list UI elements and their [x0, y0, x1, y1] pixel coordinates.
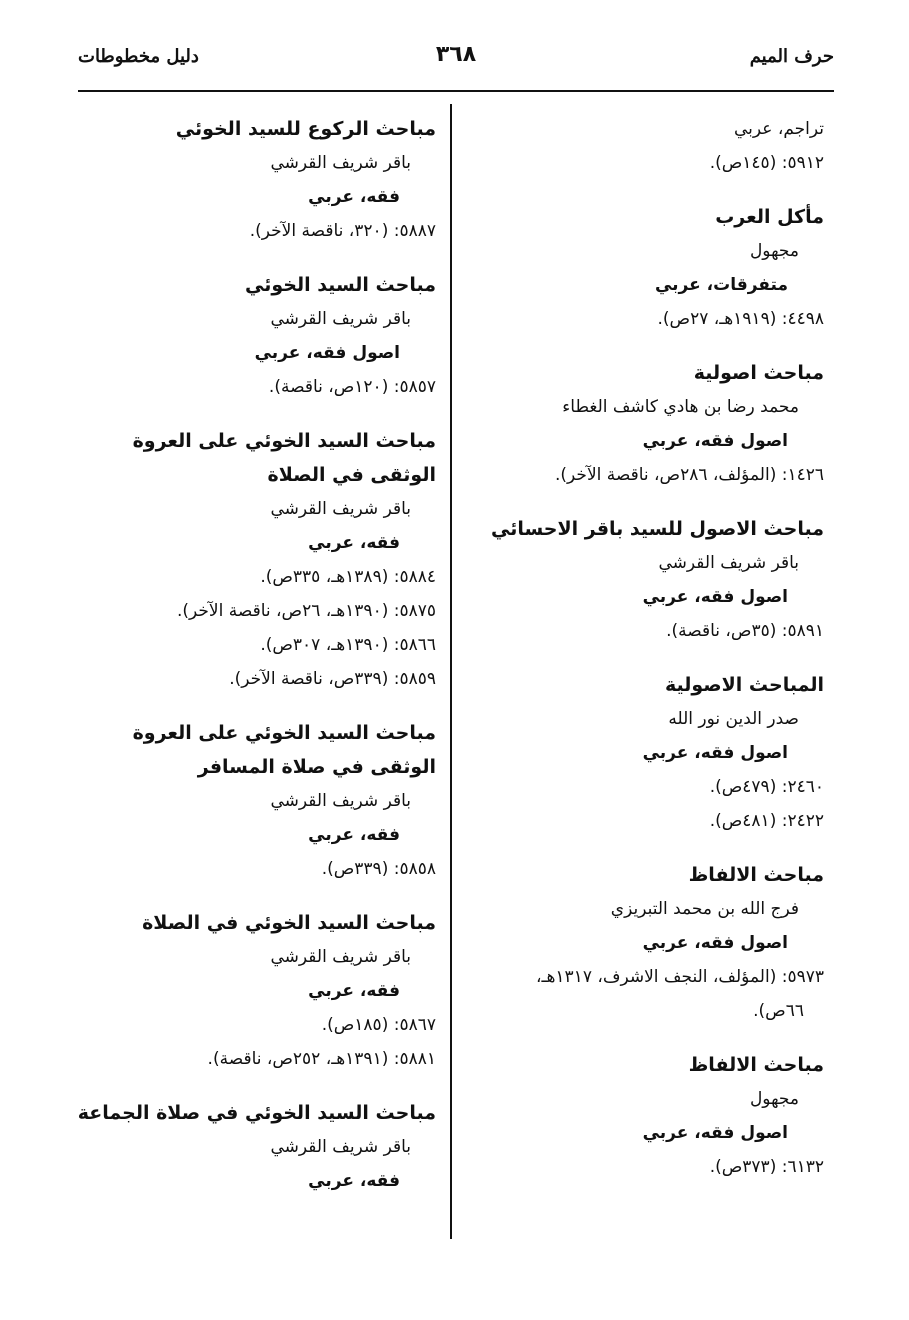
catalog-entry: [484, 668, 824, 838]
catalog-entry: [484, 858, 824, 1028]
entry-reference: ٥٨٨٤: (١٣٨٩هـ، ٣٣٥ص).: [260, 567, 436, 587]
entry-reference: ٥٩٧٣: (المؤلف، النجف الاشرف، ١٣١٧هـ،: [535, 967, 824, 987]
entry-title: المباحث الاصولية: [664, 674, 824, 696]
entry-title: مباحث الاصول للسيد باقر الاحسائي: [490, 518, 824, 540]
entry-reference: ٢٤٢٢: (٤٨١ص).: [709, 811, 824, 831]
catalog-entry: [66, 716, 436, 886]
entry-reference: ٤٤٩٨: (١٩١٩هـ، ٢٧ص).: [657, 309, 824, 329]
catalog-entry: [484, 512, 824, 648]
catalog-entry: [484, 112, 824, 180]
entry-subject: متفرقات، عربي: [654, 275, 788, 295]
entry-reference: ٦٦ص).: [753, 1001, 804, 1021]
catalog-entry: [66, 424, 436, 696]
entry-subject: فقه، عربي: [308, 533, 400, 553]
entry-title: مباحث السيد الخوئي: [244, 274, 436, 296]
entry-author: صدر الدين نور الله: [668, 709, 799, 729]
entry-reference: ٥٨٥٨: (٣٣٩ص).: [321, 859, 436, 879]
entry-author: تراجم، عربي: [734, 119, 824, 139]
entry-subject: اصول فقه، عربي: [642, 743, 788, 763]
catalog-entry: [66, 268, 436, 404]
entry-author: باقر شريف القرشي: [270, 947, 411, 967]
right-column: [484, 112, 824, 1204]
entry-title: مباحث السيد الخوئي في صلاة الجماعة: [77, 1102, 436, 1124]
entry-author: باقر شريف القرشي: [270, 153, 411, 173]
entry-reference: ٥٨٨٧: (٣٢٠، ناقصة الآخر).: [249, 221, 436, 241]
catalog-entry: [66, 906, 436, 1076]
entry-subject: فقه، عربي: [308, 825, 400, 845]
entry-author: مجهول: [749, 1089, 799, 1109]
header-rule: [78, 90, 834, 92]
entry-subject: اصول فقه، عربي: [642, 933, 788, 953]
page-number: ٣٦٨: [435, 42, 477, 67]
entry-author: باقر شريف القرشي: [658, 553, 799, 573]
entry-subject: اصول فقه، عربي: [254, 343, 400, 363]
entry-author: فرج الله بن محمد التبريزي: [610, 899, 799, 919]
entry-title: مباحث السيد الخوئي في الصلاة: [142, 912, 436, 934]
entry-title: مباحث الركوع للسيد الخوئي: [175, 118, 436, 140]
entry-reference: ٥٨٦٦: (١٣٩٠هـ، ٣٠٧ص).: [260, 635, 436, 655]
entry-reference: ٥٨٦٧: (١٨٥ص).: [321, 1015, 436, 1035]
entry-author: محمد رضا بن هادي كاشف الغطاء: [562, 397, 799, 417]
entry-author: باقر شريف القرشي: [270, 499, 411, 519]
section-title: حرف الميم: [749, 46, 834, 67]
entry-author: باقر شريف القرشي: [270, 1137, 411, 1157]
catalog-entry: [484, 1048, 824, 1184]
catalog-entry: [66, 112, 436, 248]
book-title: دليل مخطوطات: [78, 46, 199, 67]
left-column: [66, 112, 436, 1218]
entry-title: مباحث السيد الخوئي على العروة الوثقى في الصلاة: [132, 430, 436, 486]
entry-author: باقر شريف القرشي: [270, 791, 411, 811]
entry-title: مأكل العرب: [715, 206, 824, 228]
entry-author: مجهول: [749, 241, 799, 261]
entry-author: باقر شريف القرشي: [270, 309, 411, 329]
entry-title: مباحث اصولية: [693, 362, 824, 384]
entry-subject: اصول فقه، عربي: [642, 431, 788, 451]
entry-title: مباحث الالفاظ: [688, 864, 824, 886]
column-divider: [450, 104, 452, 1239]
entry-subject: اصول فقه، عربي: [642, 587, 788, 607]
entry-reference: ٥٨٧٥: (١٣٩٠هـ، ٢٦ص، ناقصة الآخر).: [176, 601, 436, 621]
entry-reference: ٥٨٥٩: (٣٣٩ص، ناقصة الآخر).: [229, 669, 436, 689]
catalog-entry: [66, 1096, 436, 1198]
catalog-entry: [484, 200, 824, 336]
catalog-entry: [484, 356, 824, 492]
entry-subject: فقه، عربي: [308, 1171, 400, 1191]
entry-reference: ٥٩١٢: (١٤٥ص).: [709, 153, 824, 173]
entry-title: مباحث السيد الخوئي على العروة الوثقى في صلاة المسافر: [132, 722, 436, 778]
entry-subject: اصول فقه، عربي: [642, 1123, 788, 1143]
entry-title: مباحث الالفاظ: [688, 1054, 824, 1076]
entry-reference: ٥٨٩١: (٣٥ص، ناقصة).: [666, 621, 824, 641]
running-head: [78, 40, 834, 84]
entry-reference: ٢٤٦٠: (٤٧٩ص).: [709, 777, 824, 797]
entry-reference: ٥٨٨١: (١٣٩١هـ، ٢٥٢ص، ناقصة).: [207, 1049, 436, 1069]
entry-subject: فقه، عربي: [308, 981, 400, 1001]
entry-reference: ٦١٣٢: (٣٧٣ص).: [709, 1157, 824, 1177]
entry-reference: ٥٨٥٧: (١٢٠ص، ناقصة).: [268, 377, 436, 397]
entry-reference: ١٤٢٦: (المؤلف، ٢٨٦ص، ناقصة الآخر).: [555, 465, 824, 485]
entry-subject: فقه، عربي: [308, 187, 400, 207]
